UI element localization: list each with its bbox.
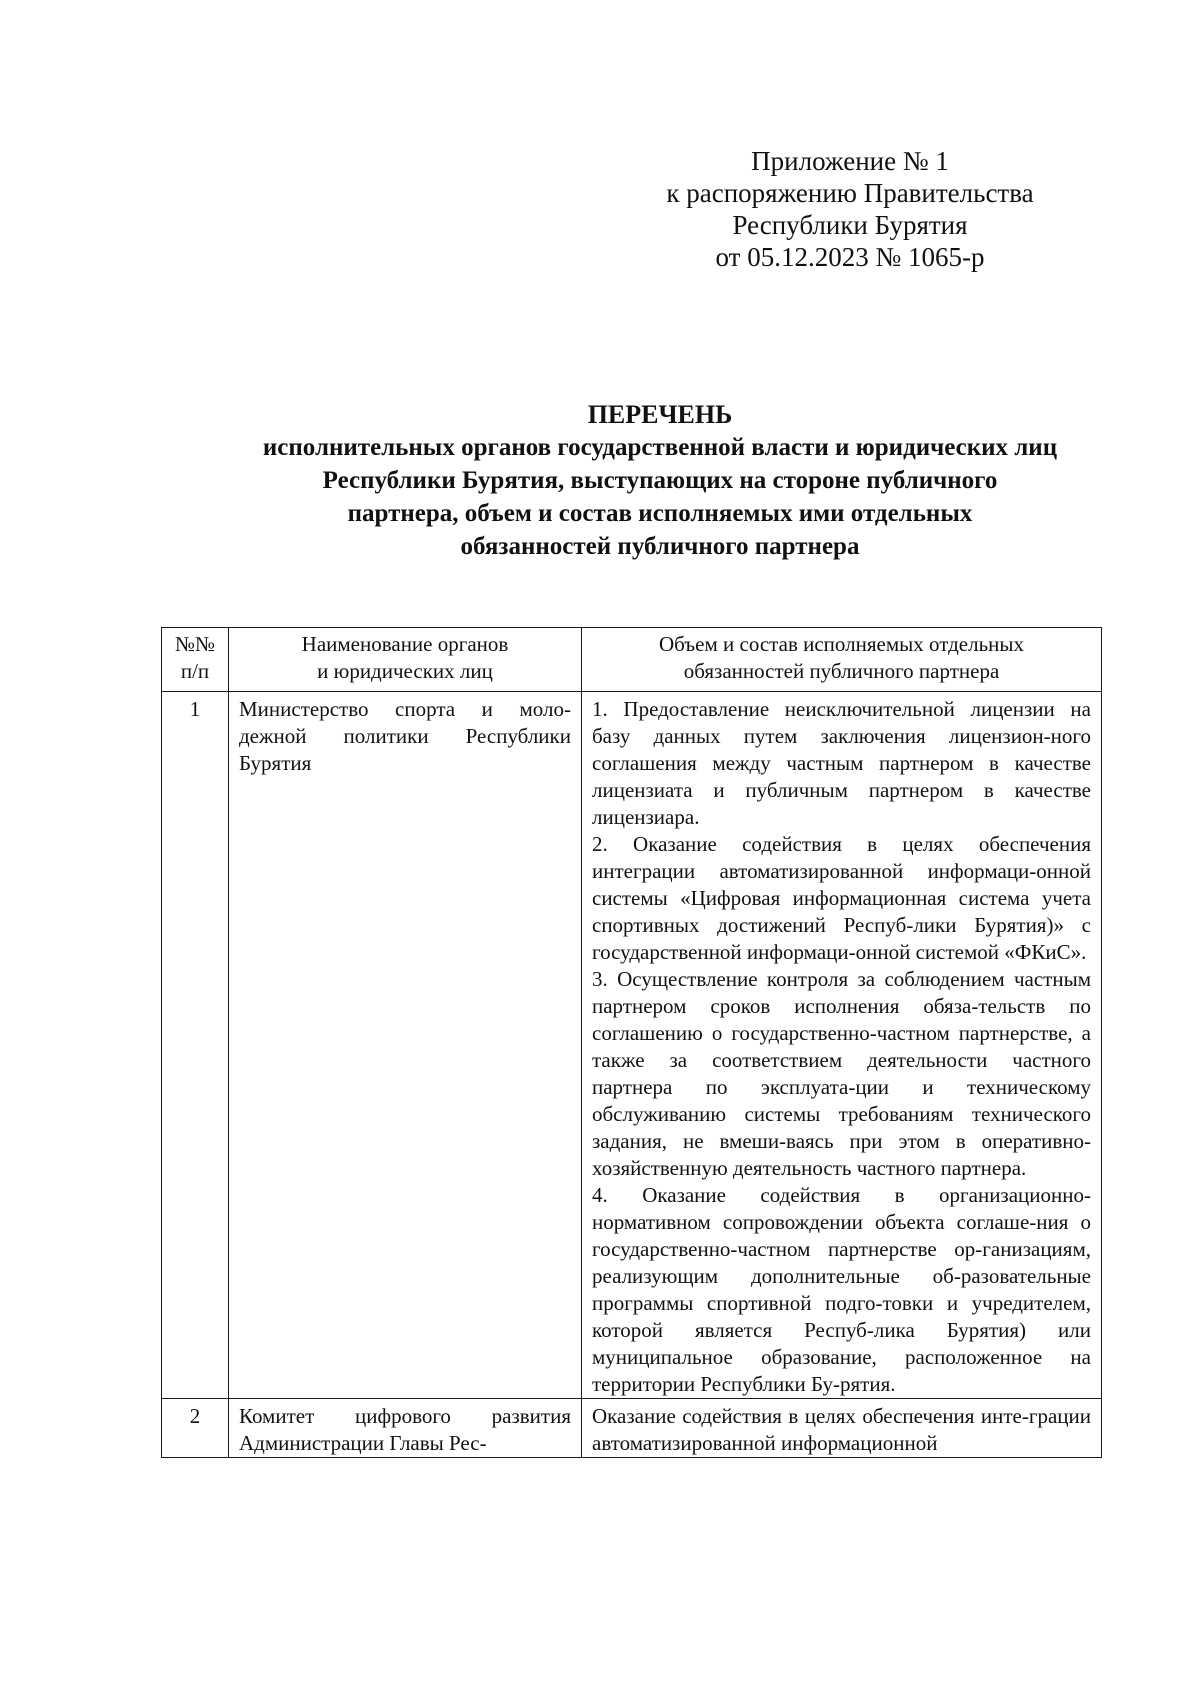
header-organization — [229, 628, 582, 692]
appendix-government: Республики Бурятия — [732, 210, 968, 240]
header-organization-line-2: и юридических лиц — [317, 659, 493, 683]
document-title — [120, 398, 1200, 563]
row-organization: Комитет цифрового развития Администрации Главы Рес- — [229, 1399, 582, 1458]
appendix-reference: к распоряжению Правительства — [666, 178, 1034, 208]
obligations-table — [161, 627, 1102, 1458]
appendix-header — [600, 145, 1100, 273]
title-line-4: обязанностей публичного партнера — [460, 533, 860, 560]
header-organization-line-1: Наименование органов — [301, 632, 509, 656]
header-number-line-1: №№ — [174, 632, 216, 656]
table-row — [162, 692, 1102, 1399]
duty-item: 1. Предоставление неисключительной лицензии на базу данных путем заключения лицензион-ного соглашения между частным партнером в качестве лицензиата и публичным партнером в качестве лицензиара. — [592, 697, 1091, 829]
header-number-line-2: п/п — [180, 659, 210, 683]
header-duties — [582, 628, 1102, 692]
header-number — [162, 628, 229, 692]
duty-item: 4. Оказание содействия в организационно-нормативном сопровождении объекта соглаше-ния о государственно-частном партнерстве ор-ганизациям, реализующим дополнительные об-разовательные программы спортивной подго-товки и учредителем, которой является Респуб-лика Бурятия) или муниципальное образование, расположенное на территории Республики Бу-рятия. — [592, 1183, 1091, 1396]
row-number: 2 — [162, 1399, 229, 1458]
title-line-3: партнера, объем и состав исполняемых ими отдельных — [347, 500, 973, 527]
duty-item: 3. Осуществление контроля за соблюдением частным партнером сроков исполнения обяза-тельств по соглашению о государственно-частном партнерстве, а также за соответствием деятельности частного партнера по эксплуата-ции и техническому обслуживанию системы требованиям технического задания, не вмеши-ваясь при этом в оперативно-хозяйственную деятельность частного партнера. — [592, 967, 1091, 1180]
title-main: ПЕРЕЧЕНЬ — [587, 400, 733, 429]
header-duties-line-1: Объем и состав исполняемых отдельных — [658, 632, 1025, 656]
row-duties — [582, 692, 1102, 1399]
title-line-2: Республики Бурятия, выступающих на стороне публичного — [322, 467, 998, 494]
title-line-1: исполнительных органов государственной власти и юридических лиц — [262, 434, 1058, 461]
row-duties — [582, 1399, 1102, 1458]
header-duties-line-2: обязанностей публичного партнера — [683, 659, 1000, 683]
table-row — [162, 1399, 1102, 1458]
duty-item: Оказание содействия в целях обеспечения инте-грации автоматизированной информационной — [592, 1404, 1091, 1455]
row-organization: Министерство спорта и моло-дежной политики Республики Бурятия — [229, 692, 582, 1399]
row-number: 1 — [162, 692, 229, 1399]
appendix-date-number: от 05.12.2023 № 1065-р — [715, 242, 985, 272]
appendix-number: Приложение № 1 — [751, 146, 949, 176]
duty-item: 2. Оказание содействия в целях обеспечения интеграции автоматизированной информаци-онной системы «Цифровая информационная система учета спортивных достижений Респуб-лики Бурятия)» с государственной информаци-онной системой «ФКиС». — [592, 832, 1091, 964]
table-header-row — [162, 628, 1102, 692]
